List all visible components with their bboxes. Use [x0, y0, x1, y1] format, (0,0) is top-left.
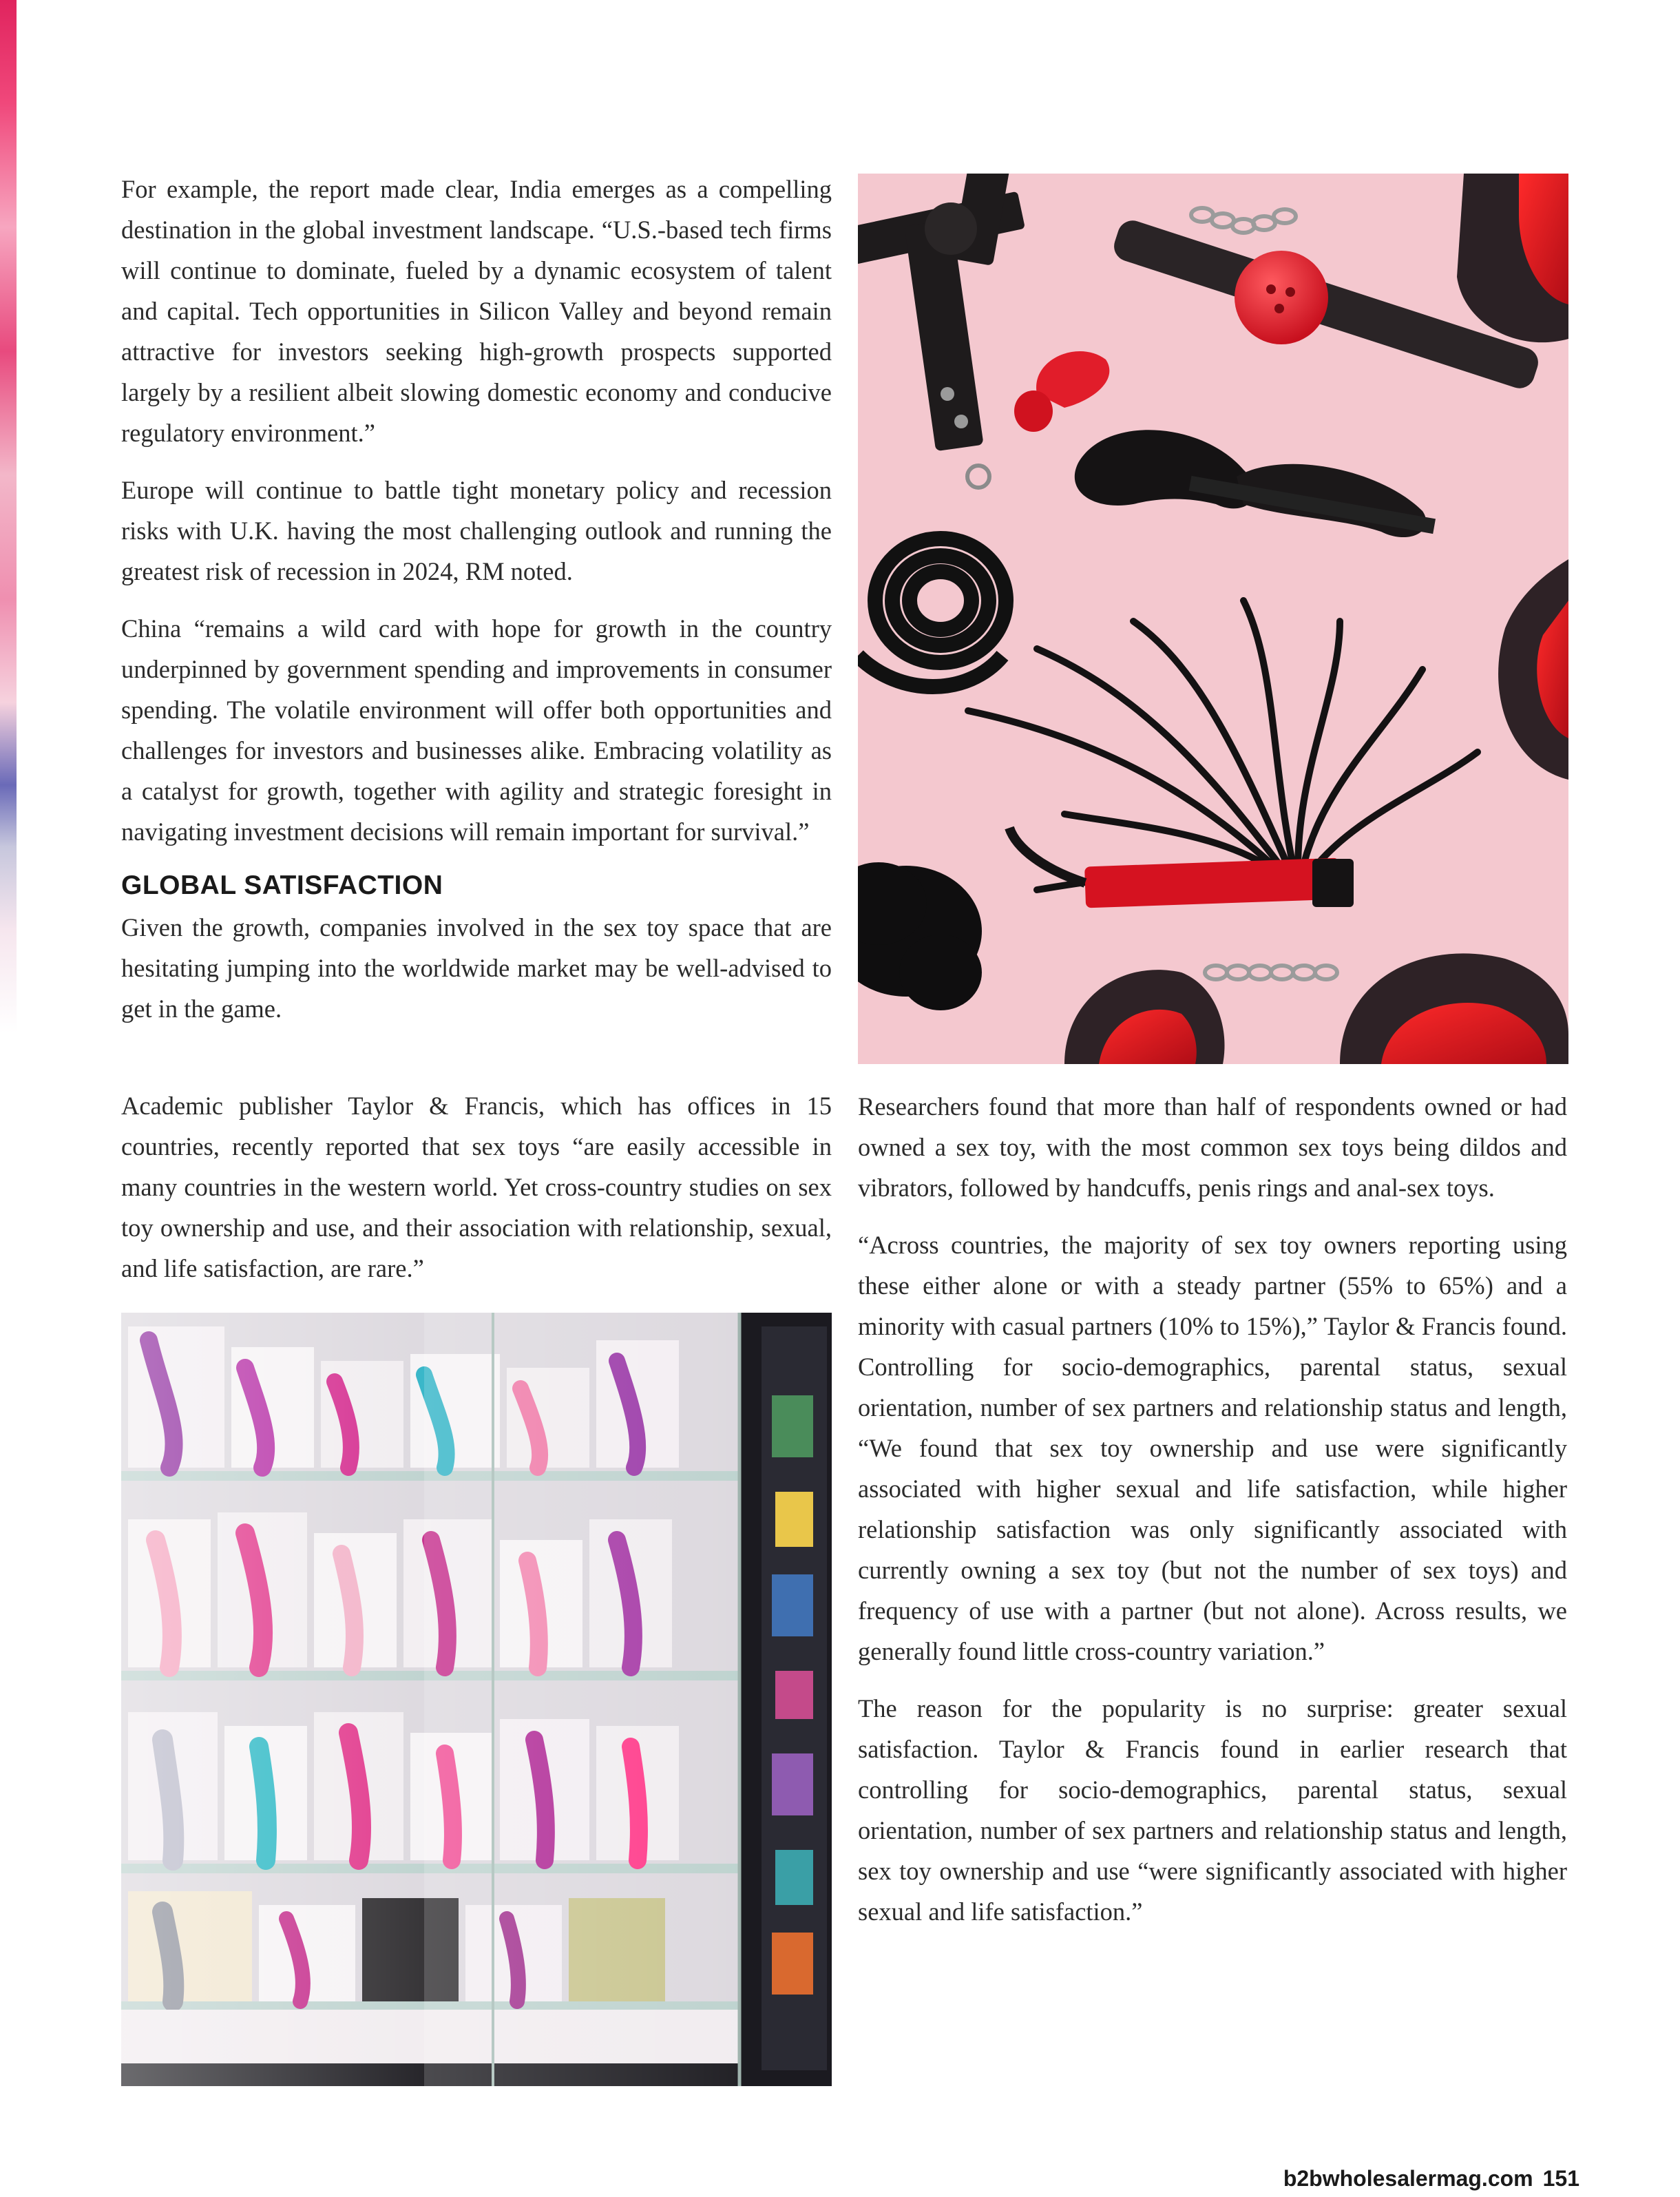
paragraph-researchers: Researchers found that more than half of respondents owned or had owned a sex toy, with the most common sex toys being dildos and vibrators, followed by handcuffs, penis rings and anal-sex toys. [858, 1092, 1567, 1202]
left-column-top [121, 169, 832, 1045]
website-url: b2bwholesalermag.com [1283, 2166, 1533, 2191]
previous-page-edge [0, 0, 17, 1033]
paragraph-reason: The reason for the popularity is no surprise: greater sexual satisfaction. Taylor & Francis found in earlier research that controlling for socio-demographics, parental status, sexual orientation, number of sex partners and relationship status and length, sex toy ownership and use “were significantly associated with higher sexual and life satisfaction.” [858, 1694, 1567, 1926]
paragraph-across-countries: “Across countries, the majority of sex toy owners reporting using these either alone or with a steady partner (55% to 65%) and a minority with casual partners (10% to 15%),” Taylor & Francis found. Controlling for socio-demographics, parental status, sexual orientation, number of sex partners and relationship status and length, “We found that sex toy ownership and use were significantly associated with higher sexual and life satisfaction, while higher relationship satisfaction was only significantly associated with currently owning a sex toy (but not the number of sex toys) and frequency of use with a partner (but not alone). Across results, we generally found little cross-country variation.” [858, 1231, 1567, 1665]
page-number: 151 [1542, 2166, 1579, 2191]
paragraph-china: China “remains a wild card with hope for growth in the country underpinned by government spending and improvements in consumer spending. The volatile environment will offer both opportunities and challenges for investors and businesses alike. Embracing volatility as a catalyst for growth, together with agility and strategic foresight in navigating investment decisions will remain important for survival.” [121, 614, 832, 846]
paragraph-given-growth: Given the growth, companies involved in the sex toy space that are hesitating jumping into the worldwide market may be well-advised to get in the game. [121, 913, 832, 1023]
bondage-accessories-photo [858, 174, 1568, 1064]
right-column [858, 1086, 1567, 1948]
page-footer [1283, 2166, 1579, 2191]
paragraph-europe: Europe will continue to battle tight monetary policy and recession risks with U.K. having the most challenging outlook and running the greatest risk of recession in 2024, RM noted. [121, 476, 832, 585]
section-heading: GLOBAL SATISFACTION [121, 871, 443, 900]
left-column-bottom [121, 1085, 832, 1305]
paragraph-india: For example, the report made clear, India emerges as a compelling destination in the global investment landscape. “U.S.-based tech firms will continue to dominate, fueled by a dynamic ecosystem of talent and capital. Tech opportunities in Silicon Valley and beyond remain attractive for investors seeking high-growth prospects supported largely by a resilient albeit slowing domestic economy and conducive regulatory environment.” [121, 175, 832, 447]
paragraph-taylor-francis: Academic publisher Taylor & Francis, which has offices in 15 countries, recently reported that sex toys “are easily accessible in many countries in the western world. Yet cross-country studies on sex toy ownership and use, and their association with relationship, sexual, and life satisfaction, are rare.” [121, 1092, 832, 1282]
display-case-photo [121, 1313, 832, 2086]
